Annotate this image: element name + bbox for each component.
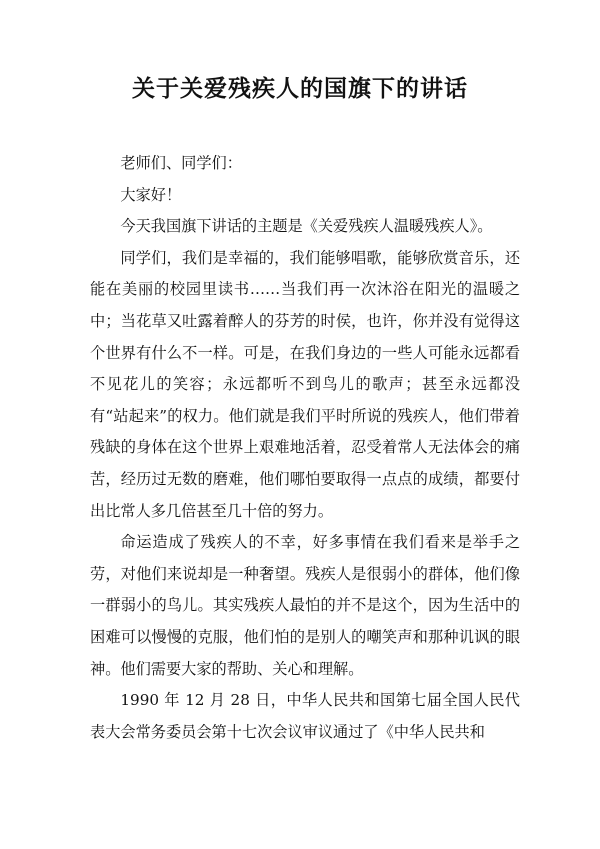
document-title: 关于关爱残疾人的国旗下的讲话 bbox=[132, 75, 468, 102]
greeting-line: 老师们、同学们： bbox=[120, 154, 242, 172]
document-body bbox=[90, 148, 520, 748]
paragraph-topic: 今天我国旗下讲话的主题是《关爱残疾人温暖残疾人》。 bbox=[120, 217, 493, 236]
paragraph-fate: 命运造成了残疾人的不幸，好多事情在我们看来是举手之劳，对他们来说却是一种奢望。残疾人是很弱小的群体，他们像一群弱小的鸟儿。其实残疾人最怕的并不是这个，因为生活中的困难可以慢慢的克服，他们怕的是别人的嘲笑声和那种讥讽的眼神。他们需要大家的帮助、关心和理解。 bbox=[90, 533, 520, 678]
paragraph-law: 1990 年 12 月 28 日，中华人民共和国第七届全国人民代表大会常务委员会第十七次会议审议通过了《中华人民共和 bbox=[90, 691, 520, 741]
salutation-line: 大家好！ bbox=[120, 185, 182, 204]
paragraph-happiness: 同学们，我们是幸福的，我们能够唱歌，能够欣赏音乐，还能在美丽的校园里读书……当我们再一次沐浴在阳光的温暖之中；当花草又吐露着醉人的芬芳的时侯，也许，你并没有觉得这个世界有什么不一样。可是，在我们身边的一些人可能永远都看不见花儿的笑容；永远都听不到鸟儿的歌声；甚至永远都没有“站起来”的权力。他们就是我们平时所说的残疾人，他们带着残缺的身体在这个世界上艰难地活着，忍受着常人无法体会的痛苦，经历过无数的磨难，他们哪怕要取得一点点的成绩，都要付出比常人多几倍甚至几十倍的努力。 bbox=[90, 248, 520, 520]
